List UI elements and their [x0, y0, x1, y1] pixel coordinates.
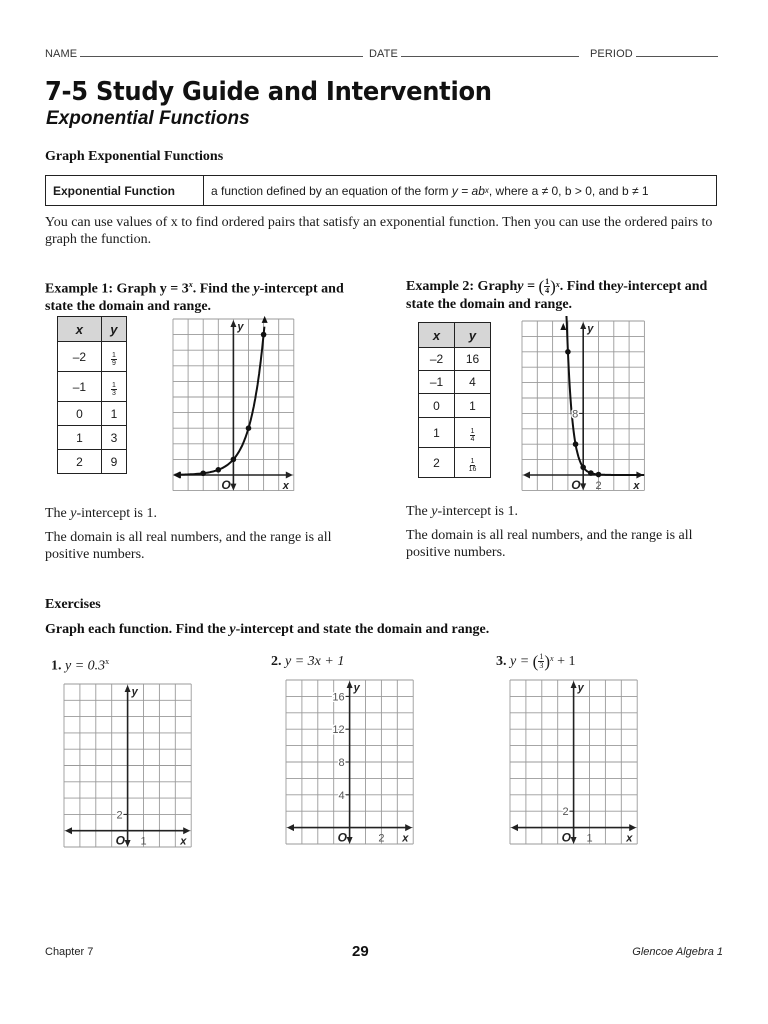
svg-text:O: O: [221, 478, 231, 492]
example1-table: [57, 316, 127, 474]
example1-find: . Find the: [192, 281, 254, 297]
svg-text:y: y: [587, 323, 594, 335]
cell-x: –2: [58, 342, 102, 372]
page-title: 7-5 Study Guide and Intervention: [45, 77, 492, 107]
svg-text:y: y: [353, 682, 360, 694]
exercises-heading: Exercises: [45, 597, 101, 612]
footer-page-number: 29: [352, 943, 369, 960]
name-blank[interactable]: [80, 46, 363, 57]
definition-cond-2: b > 0,: [564, 183, 596, 198]
date-label: DATE: [369, 48, 398, 60]
definition-where: , where: [488, 183, 529, 198]
example2-intercept: -intercept and: [623, 278, 708, 294]
cell-y: $\frac{1}{9}$: [101, 342, 126, 372]
cell-y: 4: [455, 371, 491, 394]
cell-y: $\frac{1}{4}$: [455, 418, 491, 448]
svg-text:1: 1: [586, 832, 593, 845]
table-header-x: x: [419, 323, 455, 348]
svg-text:2: 2: [562, 806, 569, 819]
svg-text:2: 2: [595, 480, 602, 492]
name-field[interactable]: [45, 46, 363, 60]
table-row: [419, 394, 491, 418]
svg-text:O: O: [337, 830, 347, 845]
example2-table: [418, 322, 491, 478]
section-heading: Graph Exponential Functions: [45, 149, 224, 164]
table-row: [58, 450, 127, 474]
exercise-3-label: 3. y = ( $\frac{1}{3}$ ) x + 1: [496, 651, 576, 671]
intro-line-2: graph the function.: [45, 232, 152, 247]
cell-x: 2: [419, 448, 455, 478]
page-subtitle: Exponential Functions: [46, 108, 250, 129]
example1-prefix: Example 1: Graph: [45, 281, 160, 297]
example1-line2: state the domain and range.: [45, 298, 212, 314]
svg-text:O: O: [561, 830, 571, 845]
svg-text:12: 12: [332, 724, 345, 737]
table-row: [58, 372, 127, 402]
definition-cond-1: a ≠ 0,: [531, 183, 562, 198]
cell-x: 0: [419, 394, 455, 418]
cell-x: 0: [58, 402, 102, 426]
example2-y: y: [616, 278, 624, 294]
cell-x: –1: [58, 372, 102, 402]
svg-text:x: x: [633, 480, 640, 492]
example1-heading: [45, 276, 344, 315]
definition-prefix: a function defined by an equation of the form: [211, 183, 449, 198]
date-blank[interactable]: [401, 46, 579, 57]
example2-exp: x: [555, 280, 560, 289]
table-row: [419, 348, 491, 371]
definition-and: and: [598, 183, 619, 198]
cell-y: 1: [455, 394, 491, 418]
svg-text:O: O: [115, 833, 125, 848]
period-field[interactable]: [590, 46, 718, 60]
exercise-2-graph[interactable]: [282, 676, 417, 848]
definition-formula: y = ab: [451, 183, 485, 198]
cell-y: 1: [101, 402, 126, 426]
cell-x: 2: [58, 450, 102, 474]
cell-y: 9: [101, 450, 126, 474]
svg-text:16: 16: [332, 691, 345, 704]
svg-text:y: y: [237, 321, 244, 333]
table-header-x: x: [58, 317, 102, 342]
svg-text:O: O: [571, 478, 581, 492]
example1-y: y: [253, 281, 260, 297]
table-header-y: y: [101, 317, 126, 342]
table-header-y: y: [455, 323, 491, 348]
cell-x: –1: [419, 371, 455, 394]
exercise-3-graph[interactable]: [506, 676, 641, 848]
svg-text:y: y: [131, 686, 138, 698]
cell-x: 1: [419, 418, 455, 448]
cell-y: $\frac{1}{16}$: [455, 448, 491, 478]
example2-prefix: Example 2: Graph: [406, 278, 518, 294]
table-row: [419, 418, 491, 448]
example2-graph: [517, 316, 649, 494]
period-label: PERIOD: [590, 48, 633, 60]
example2-domain-text: The domain is all real numbers, and the range is all positive numbers.: [406, 528, 693, 560]
definition-formula-exp: x: [484, 186, 489, 195]
example2-line2: state the domain and range.: [406, 297, 573, 312]
svg-text:x: x: [180, 835, 187, 848]
svg-text:x: x: [402, 832, 409, 845]
intro-paragraph: [45, 214, 735, 248]
table-row: [58, 402, 127, 426]
cell-x: –2: [419, 348, 455, 371]
svg-text:1: 1: [140, 835, 147, 848]
cell-y: 3: [101, 426, 126, 450]
example2-intercept-text: The y-intercept is 1.: [406, 504, 518, 519]
definition-box: [45, 175, 717, 206]
name-label: NAME: [45, 48, 78, 60]
example1-graph: [168, 314, 300, 496]
svg-text:x: x: [626, 832, 633, 845]
example1-domain-text: The domain is all real numbers, and the range is all positive numbers.: [45, 530, 332, 562]
example2-heading: Example 2: Graph y = ( $\frac{1}{4}$ ) x . Find the y -intercept and state the domain and range.: [406, 276, 708, 312]
exercises-instructions: Graph each function. Find the y-intercept and state the domain and range.: [45, 622, 490, 637]
svg-text:x: x: [282, 480, 289, 492]
cell-x: 1: [58, 426, 102, 450]
example1-intercept: -intercept and: [259, 281, 344, 297]
example1-exp: x: [188, 280, 193, 289]
definition-text: [204, 176, 649, 205]
svg-text:8: 8: [338, 757, 345, 769]
definition-term: Exponential Function: [46, 176, 204, 205]
intro-line-1: You can use values of x to find ordered pairs that satisfy an exponential function. Then you can use the ordered pairs to: [45, 215, 713, 230]
example2-find: . Find the: [559, 278, 617, 294]
svg-text:2: 2: [378, 832, 385, 845]
footer-chapter: Chapter 7: [45, 946, 94, 958]
table-row: [419, 448, 491, 478]
svg-text:2: 2: [116, 809, 123, 822]
definition-cond-3: b ≠ 1: [621, 183, 649, 198]
table-row: [58, 426, 127, 450]
svg-text:4: 4: [338, 789, 345, 802]
exercise-1-graph[interactable]: [60, 680, 195, 852]
svg-text:8: 8: [572, 408, 579, 421]
example1-intercept-text: The y-intercept is 1.: [45, 506, 157, 521]
table-row: [419, 371, 491, 394]
cell-y: 16: [455, 348, 491, 371]
example1-equation: y = 3: [159, 281, 189, 297]
example2-equation: y =: [517, 278, 539, 294]
exercise-1-label: 1. $y = 0.3^x$: [51, 657, 110, 674]
footer-publisher: Glencoe Algebra 1: [632, 946, 723, 958]
svg-text:y: y: [577, 682, 584, 694]
date-field[interactable]: [369, 46, 579, 60]
cell-y: $\frac{1}{3}$: [101, 372, 126, 402]
period-blank[interactable]: [636, 46, 718, 57]
table-row: [58, 342, 127, 372]
exercise-2-label: 2. y = 3x + 1: [271, 654, 345, 669]
